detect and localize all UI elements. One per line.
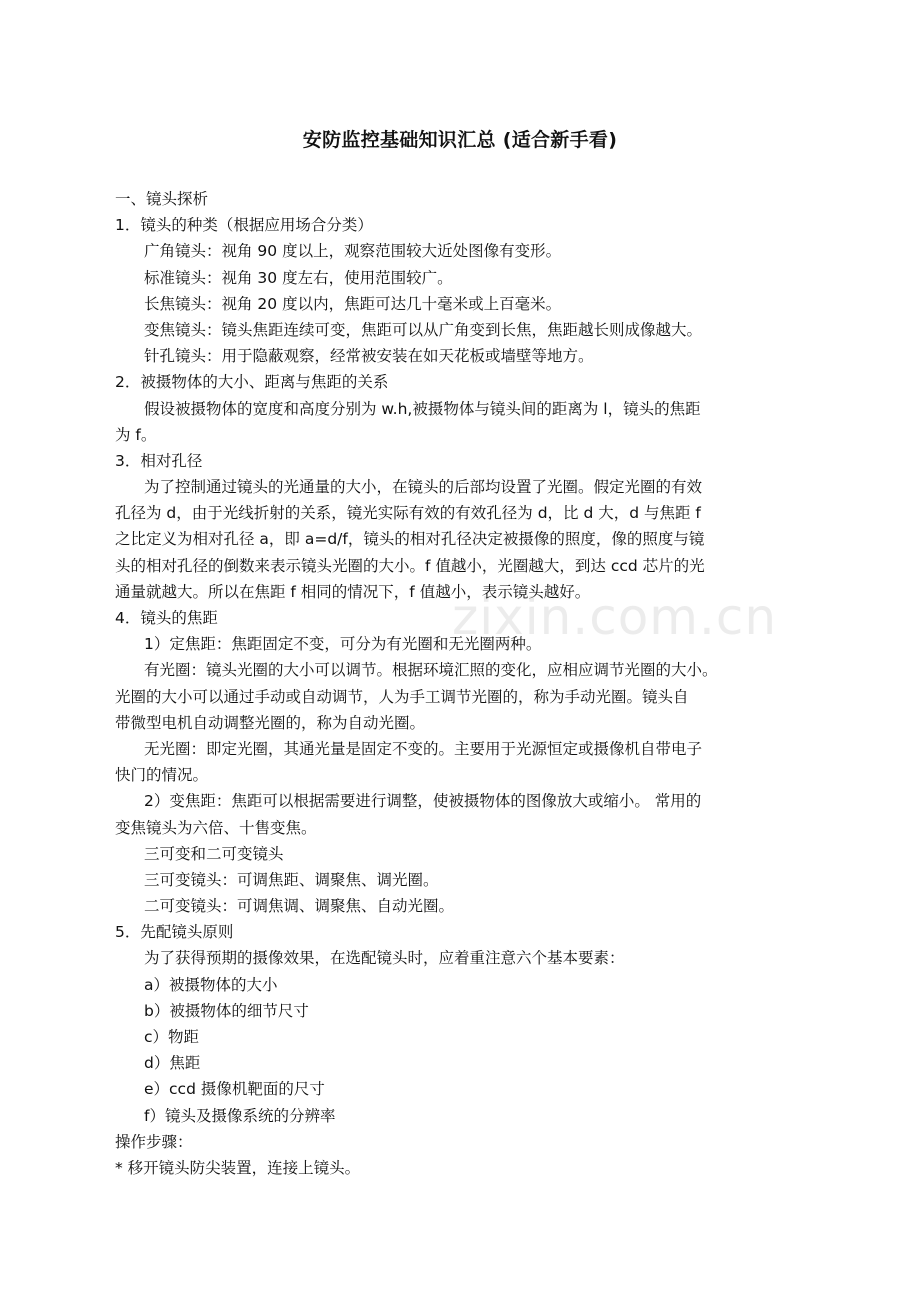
text-line: 变焦镜头：镜头焦距连续可变，焦距可以从广角变到长焦，焦距越长则成像越大。 [144,320,703,339]
document-body [115,186,815,1181]
text-line: 1）定焦距：焦距固定不变，可分为有光圈和无光圈两种。 [144,635,542,654]
text-line: 无光圈：即定光圈，其通光量是固定不变的。主要用于光源恒定或摄像机自带电子 [144,739,703,758]
text-line: 带微型电机自动调整光圈的，称为自动光圈。 [115,713,426,732]
text-line: * 移开镜头防尖装置，连接上镜头。 [115,1158,361,1177]
text-line: 为 f。 [115,425,157,444]
text-line: 三可变和二可变镜头 [144,844,284,863]
text-line: f）镜头及摄像系统的分辨率 [144,1106,336,1125]
text-line: 广角镜头：视角 90 度以上，观察范围较大近处图像有变形。 [144,242,562,261]
text-line: 快门的情况。 [115,766,209,785]
watermark: zixin.com.cn [452,588,778,646]
text-line: 1．镜头的种类（根据应用场合分类） [115,216,373,235]
text-line: 5．先配镜头原则 [115,923,234,942]
text-line: 二可变镜头：可调焦调、调聚焦、自动光圈。 [144,897,455,916]
text-line: e）ccd 摄像机靶面的尺寸 [144,1080,325,1099]
text-line: 为了获得预期的摄像效果，在选配镜头时，应着重注意六个基本要素： [144,949,625,968]
text-line: 一、镜头探析 [115,190,209,208]
text-line: 标准镜头：视角 30 度左右，使用范围较广。 [144,268,453,287]
text-line: 4．镜头的焦距 [115,609,218,627]
text-line: b）被摄物体的细节尺寸 [144,1001,309,1020]
text-line: 孔径为 d，由于光线折射的关系，镜光实际有效的有效孔径为 d，比 d 大，d 与焦距 f [115,504,701,523]
text-line: 有光圈：镜头光圈的大小可以调节。根据环境汇照的变化，应相应调节光圈的大小。 [144,661,718,680]
document-title: 安防监控基础知识汇总 (适合新手看) [302,129,618,151]
text-line: 通量就越大。所以在焦距 f 相同的情况下，f 值越小，表示镜头越好。 [115,582,591,601]
text-line: 光圈的大小可以通过手动或自动调节，人为手工调节光圈的，称为手动光圈。镜头自 [115,687,689,706]
text-line: 操作步骤： [115,1132,193,1151]
text-line: 为了控制通过镜头的光通量的大小，在镜头的后部均设置了光圈。假定光圈的有效 [144,478,703,497]
text-line: d）焦距 [144,1054,201,1073]
text-line: 三可变镜头：可调焦距、调聚焦、调光圈。 [144,870,439,889]
text-line: 头的相对孔径的倒数来表示镜头光圈的大小。f 值越小，光圈越大，到达 ccd 芯片的光 [115,556,705,575]
text-line: 之比定义为相对孔径 a，即 a=d/f，镜头的相对孔径决定被摄像的照度，像的照度与镜 [115,530,705,549]
text-line: 2）变焦距：焦距可以根据需要进行调整，使被摄物体的图像放大或缩小。 常用的 [144,792,702,811]
text-line: 假设被摄物体的宽度和高度分别为 w.h,被摄物体与镜头间的距离为 l，镜头的焦距 [144,399,701,418]
text-line: 2．被摄物体的大小、距离与焦距的关系 [115,373,389,392]
text-line: c）物距 [144,1028,200,1046]
text-line: 长焦镜头：视角 20 度以内，焦距可达几十毫米或上百毫米。 [144,294,562,313]
text-line: 变焦镜头为六倍、十售变焦。 [115,818,317,837]
text-line: 3．相对孔径 [115,451,203,470]
text-line: a）被摄物体的大小 [144,975,278,994]
text-line: 针孔镜头：用于隐蔽观察，经常被安装在如天花板或墙壁等地方。 [144,347,594,366]
